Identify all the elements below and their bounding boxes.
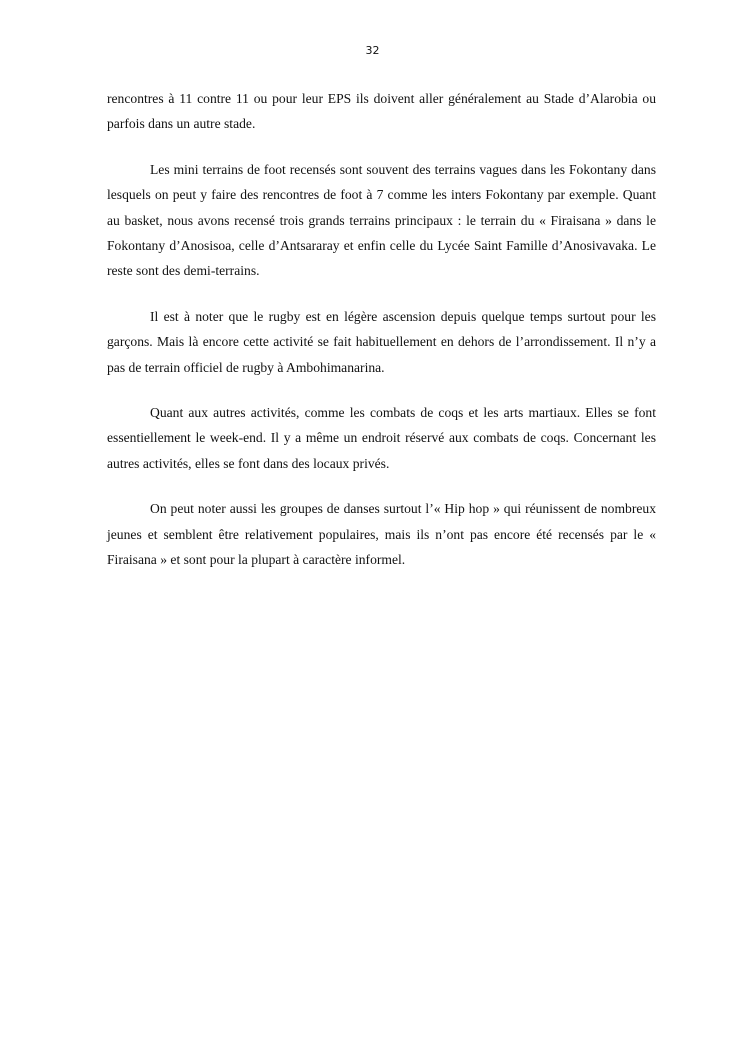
paragraph-continued: rencontres à 11 contre 11 ou pour leur EPS ils doivent aller généralement au Stade d’Alarobia ou parfois dans un autre stade. xyxy=(107,91,656,132)
paragraph-danses: On peut noter aussi les groupes de danses surtout l’« Hip hop » qui réunissent de nombreux jeunes et semblent être relativement populaires, mais ils n’ont pas encore été recensés par le « Firaisana » et sont pour la plupart à caractère informel. xyxy=(107,501,656,568)
paragraph-mini-terrains: Les mini terrains de foot recensés sont souvent des terrains vagues dans les Fokontany dans lesquels on peut y faire des rencontres de foot à 7 comme les inters Fokontany par exemple. Quant au basket, nous avons recensé trois grands terrains principaux : le terrain du « Firaisana » dans le Fokontany d’Anosisoa, celle d’Antsararay et enfin celle du Lycée Saint Famille d’Anosivavaka. Le reste sont des demi-terrains. xyxy=(107,161,656,279)
paragraph-autres-activites: Quant aux autres activités, comme les combats de coqs et les arts martiaux. Elles se font essentiellement le week-end. Il y a même un endroit réservé aux combats de coqs. Concernant les autres activités, elles se font dans des locaux privés. xyxy=(107,405,656,471)
paragraph-rugby: Il est à noter que le rugby est en légère ascension depuis quelque temps surtout pour les garçons. Mais là encore cette activité se fait habituellement en dehors de l’arrondissement. Il n’y a pas de terrain officiel de rugby à Ambohimanarina. xyxy=(107,308,656,375)
page-number: 32 xyxy=(365,44,380,57)
body-text xyxy=(107,86,656,593)
